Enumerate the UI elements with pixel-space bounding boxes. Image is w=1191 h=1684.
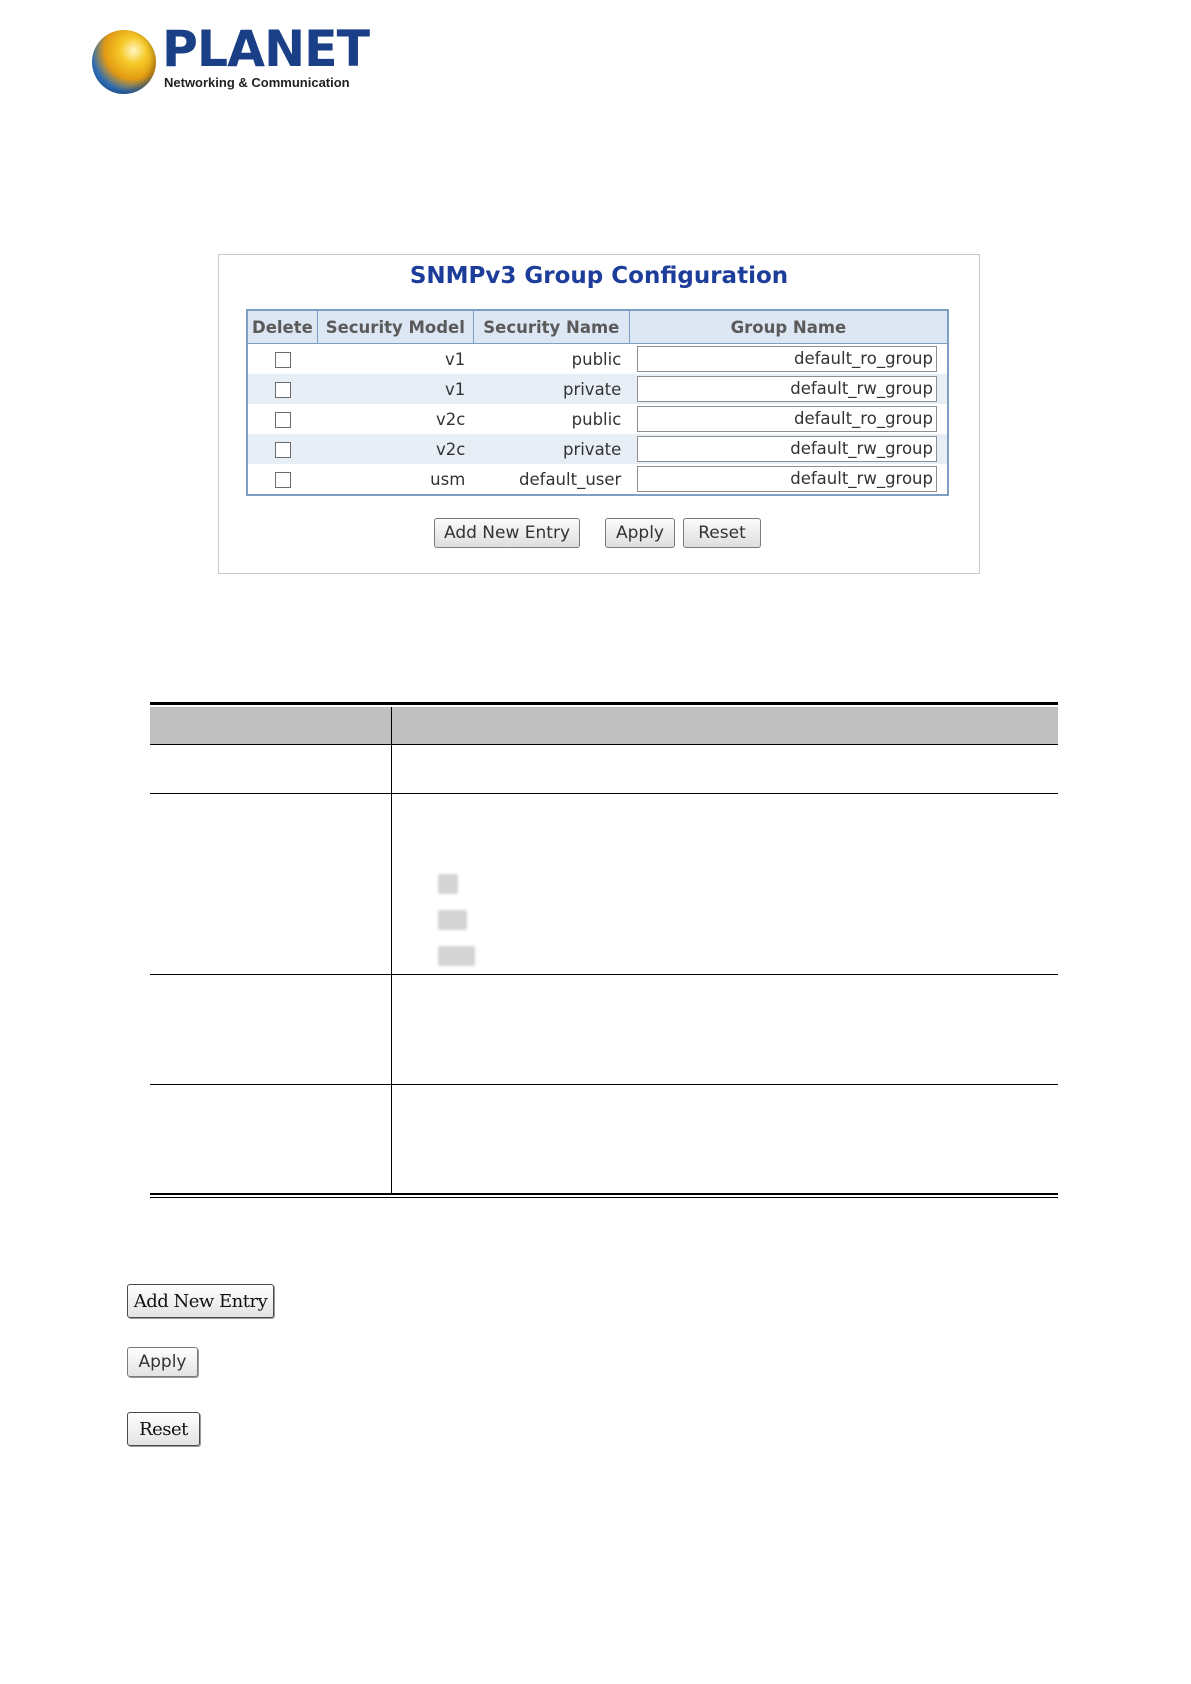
table-row bbox=[247, 344, 948, 375]
col-delete: Delete bbox=[247, 310, 317, 344]
table-row bbox=[247, 374, 948, 404]
delete-checkbox[interactable] bbox=[275, 352, 291, 368]
snmpv3-group-config-panel bbox=[218, 254, 980, 574]
logo-tagline: Networking & Communication bbox=[164, 75, 350, 90]
table-row bbox=[247, 434, 948, 464]
table-top-rule bbox=[150, 702, 1058, 705]
delete-checkbox[interactable] bbox=[275, 382, 291, 398]
logo-name: PLANET bbox=[162, 20, 370, 78]
delete-checkbox[interactable] bbox=[275, 442, 291, 458]
row-divider bbox=[150, 974, 1058, 975]
table-header-row bbox=[247, 310, 948, 344]
group-name-input[interactable]: default_ro_group bbox=[637, 406, 937, 432]
security-model-cell: usm bbox=[430, 469, 466, 489]
security-model-cell: v1 bbox=[317, 374, 473, 404]
table-bottom-rule bbox=[150, 1197, 1058, 1198]
group-name-input[interactable]: default_rw_group bbox=[637, 436, 937, 462]
delete-checkbox[interactable] bbox=[275, 412, 291, 428]
globe-logo-icon bbox=[92, 30, 156, 94]
security-name-cell: public bbox=[571, 349, 622, 369]
redacted-text bbox=[438, 946, 475, 966]
apply-button[interactable]: Apply bbox=[605, 518, 675, 548]
group-name-input[interactable]: default_ro_group bbox=[637, 346, 937, 372]
row-divider bbox=[150, 1084, 1058, 1085]
group-name-input[interactable]: default_rw_group bbox=[637, 466, 937, 492]
config-title: SNMPv3 Group Configuration bbox=[409, 263, 789, 289]
redacted-text bbox=[438, 910, 467, 930]
security-model-cell: v1 bbox=[445, 349, 466, 369]
col-group-name: Group Name bbox=[629, 310, 948, 344]
group-name-input[interactable]: default_rw_group bbox=[637, 376, 937, 402]
add-new-entry-button[interactable]: Add New Entry bbox=[434, 518, 580, 548]
row-divider bbox=[150, 793, 1058, 794]
column-divider bbox=[391, 745, 392, 1194]
legend-add-new-entry-button[interactable]: Add New Entry bbox=[127, 1284, 274, 1318]
table-header bbox=[150, 707, 1058, 745]
security-name-cell: public bbox=[571, 409, 622, 429]
reset-button[interactable]: Reset bbox=[683, 518, 761, 548]
table-row bbox=[247, 464, 948, 495]
legend-apply-button[interactable]: Apply bbox=[127, 1347, 198, 1377]
col-security-model: Security Model bbox=[317, 310, 473, 344]
security-model-cell: v2c bbox=[435, 409, 466, 429]
security-name-cell: private bbox=[473, 374, 629, 404]
planet-logo bbox=[92, 20, 370, 98]
table-row bbox=[247, 404, 948, 434]
col-security-name: Security Name bbox=[473, 310, 629, 344]
redacted-text bbox=[438, 874, 458, 894]
delete-checkbox[interactable] bbox=[275, 472, 291, 488]
table-bottom-rule bbox=[150, 1193, 1058, 1195]
parameter-description-table bbox=[150, 702, 1058, 1198]
security-name-cell: default_user bbox=[519, 469, 622, 489]
header-column-divider bbox=[391, 707, 392, 744]
legend-reset-button[interactable]: Reset bbox=[127, 1412, 200, 1446]
security-model-cell: v2c bbox=[317, 434, 473, 464]
security-name-cell: private bbox=[473, 434, 629, 464]
snmpv3-group-table bbox=[246, 309, 949, 496]
